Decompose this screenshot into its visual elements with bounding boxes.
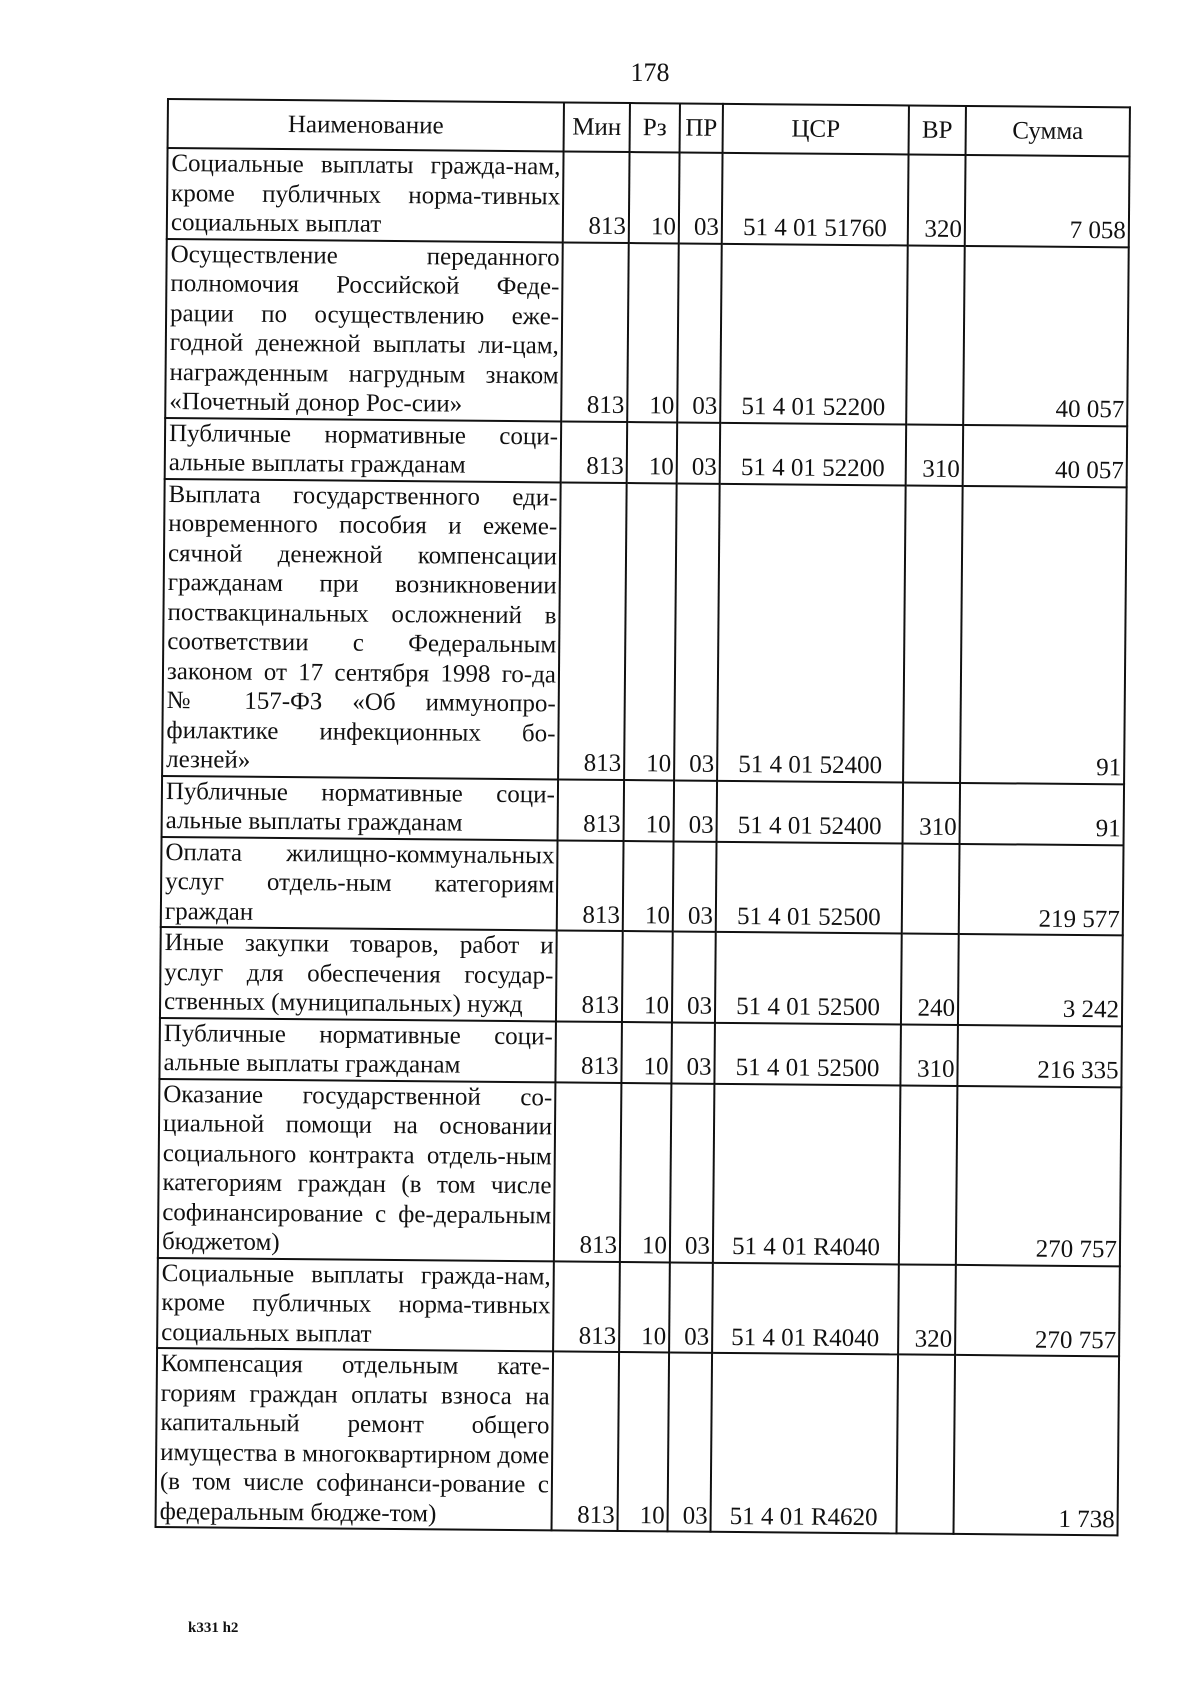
row-vr: 320 <box>898 1264 956 1355</box>
row-rz: 10 <box>618 1352 670 1531</box>
row-min: 813 <box>558 482 627 780</box>
row-vr: 240 <box>901 933 959 1024</box>
table-header-row <box>168 99 1130 156</box>
table-row <box>157 1257 1120 1356</box>
row-rz: 10 <box>623 841 674 932</box>
row-min: 813 <box>558 779 625 841</box>
row-csr: 51 4 01 52500 <box>714 1022 901 1085</box>
row-min: 813 <box>561 242 629 422</box>
row-csr: 51 4 01 51760 <box>722 153 909 245</box>
row-name: Компенсация отдельным кате-гориям граждан оплаты взноса на капитальный ремонт общего имущества в многоквартирном доме (в том числе софинанси-рование с федеральным бюдже-том) <box>156 1348 554 1530</box>
row-min: 813 <box>556 930 623 1021</box>
row-rz: 10 <box>624 483 677 780</box>
header-pr: ПР <box>680 103 723 152</box>
row-min: 813 <box>561 421 628 483</box>
row-pr: 03 <box>669 1262 713 1353</box>
header-sum: Сумма <box>966 106 1130 156</box>
header-name: Наименование <box>168 99 564 151</box>
row-rz: 10 <box>627 422 678 483</box>
budget-table <box>155 98 1131 1536</box>
table-row <box>162 478 1127 783</box>
row-csr: 51 4 01 R4620 <box>711 1353 899 1534</box>
row-name: Выплата государственного еди-новременного пособия и ежеме-сячной денежной компенсации гражданам при возникновении поствакцинальных осложнений в соответствии с Федеральным законом от 17 сентября 1998 го-да № 157-ФЗ «Об иммунопро-филактике инфекционных бо-лезней» <box>162 478 561 778</box>
row-sum: 270 757 <box>956 1085 1122 1265</box>
row-sum: 270 757 <box>955 1264 1120 1356</box>
row-pr: 03 <box>674 780 718 841</box>
row-rz: 10 <box>624 780 675 841</box>
row-vr: 310 <box>903 782 961 843</box>
row-name: Оплата жилищно-коммунальных услуг отдель-ным категориям граждан <box>161 836 558 930</box>
row-rz: 10 <box>619 1261 670 1352</box>
row-rz: 10 <box>627 243 679 422</box>
row-csr: 51 4 01 R4040 <box>712 1262 899 1354</box>
row-pr: 03 <box>668 1352 713 1531</box>
header-vr: ВР <box>909 105 966 154</box>
row-pr: 03 <box>670 1083 715 1262</box>
row-rz: 10 <box>629 152 680 243</box>
row-sum: 219 577 <box>959 843 1124 935</box>
row-vr: 310 <box>906 424 964 485</box>
row-sum: 3 242 <box>958 934 1123 1026</box>
row-sum: 40 057 <box>963 424 1128 486</box>
header-csr: ЦСР <box>723 104 909 155</box>
row-sum: 7 058 <box>965 155 1130 247</box>
row-name: Оказание государственной со-циальной помощи на основании социального контракта отдель-ным категориям граждан (в том числе софинансирование с фе-деральным бюджетом) <box>158 1078 556 1260</box>
row-vr <box>897 1354 956 1533</box>
row-min: 813 <box>563 151 630 242</box>
table-row <box>162 775 1124 844</box>
row-name: Социальные выплаты гражда-нам, кроме публичных норма-тивных социальных выплат <box>167 148 564 242</box>
row-vr <box>899 1085 958 1264</box>
row-min: 813 <box>552 1351 620 1531</box>
table-row <box>159 1017 1121 1086</box>
row-pr: 03 <box>673 841 717 932</box>
row-sum: 1 738 <box>953 1355 1119 1535</box>
row-name: Публичные нормативные соци-альные выплаты гражданам <box>162 775 559 839</box>
row-sum: 216 335 <box>957 1024 1122 1086</box>
row-sum: 91 <box>960 485 1127 783</box>
table-row <box>167 148 1130 247</box>
row-csr: 51 4 01 52400 <box>717 483 906 782</box>
row-csr: 51 4 01 52400 <box>717 780 904 843</box>
header-min: Мин <box>564 102 630 152</box>
row-name: Социальные выплаты гражда-нам, кроме публичных норма-тивных социальных выплат <box>157 1257 554 1351</box>
row-rz: 10 <box>621 1022 672 1083</box>
table-row <box>156 1348 1120 1535</box>
row-name: Осуществление переданного полномочия Российской Феде-рации по осуществлению еже-годной денежной выплаты ли-цам, награжденным нагрудным знаком «Почетный донор Рос-сии» <box>165 239 563 421</box>
row-pr: 03 <box>679 152 723 243</box>
row-min: 813 <box>557 840 624 931</box>
table-row <box>165 239 1129 426</box>
page-number: 178 <box>630 58 670 87</box>
row-csr: 51 4 01 52200 <box>720 422 907 485</box>
row-min: 813 <box>554 1082 622 1262</box>
row-name: Иные закупки товаров, работ и услуг для обеспечения государ-ственных (муниципальных) нужд <box>160 927 557 1021</box>
footer-code: k331 h2 <box>188 1620 239 1636</box>
row-pr: 03 <box>671 1022 715 1083</box>
row-vr <box>903 485 963 782</box>
row-csr: 51 4 01 52500 <box>715 932 902 1024</box>
row-sum: 40 057 <box>963 245 1129 425</box>
budget-table-wrapper <box>155 98 1131 1536</box>
row-csr: 51 4 01 52500 <box>716 841 903 933</box>
row-vr: 310 <box>900 1024 958 1085</box>
row-name: Публичные нормативные соци-альные выплаты гражданам <box>159 1017 556 1081</box>
header-rz: Рз <box>630 103 680 152</box>
row-sum: 91 <box>960 782 1125 844</box>
row-vr <box>906 245 965 424</box>
table-row <box>161 836 1124 935</box>
table-row <box>160 927 1123 1026</box>
row-rz: 10 <box>622 931 673 1022</box>
row-vr <box>902 843 960 934</box>
row-name: Публичные нормативные соци-альные выплаты гражданам <box>165 417 562 481</box>
row-csr: 51 4 01 52200 <box>720 243 908 424</box>
row-pr: 03 <box>677 243 722 422</box>
row-min: 813 <box>553 1261 620 1352</box>
row-pr: 03 <box>674 483 720 780</box>
row-rz: 10 <box>620 1083 672 1262</box>
table-row <box>165 417 1127 486</box>
row-vr: 320 <box>908 154 966 245</box>
row-pr: 03 <box>677 422 721 483</box>
row-csr: 51 4 01 R4040 <box>713 1083 901 1264</box>
row-min: 813 <box>555 1021 622 1083</box>
table-row <box>158 1078 1122 1265</box>
row-pr: 03 <box>672 931 716 1022</box>
